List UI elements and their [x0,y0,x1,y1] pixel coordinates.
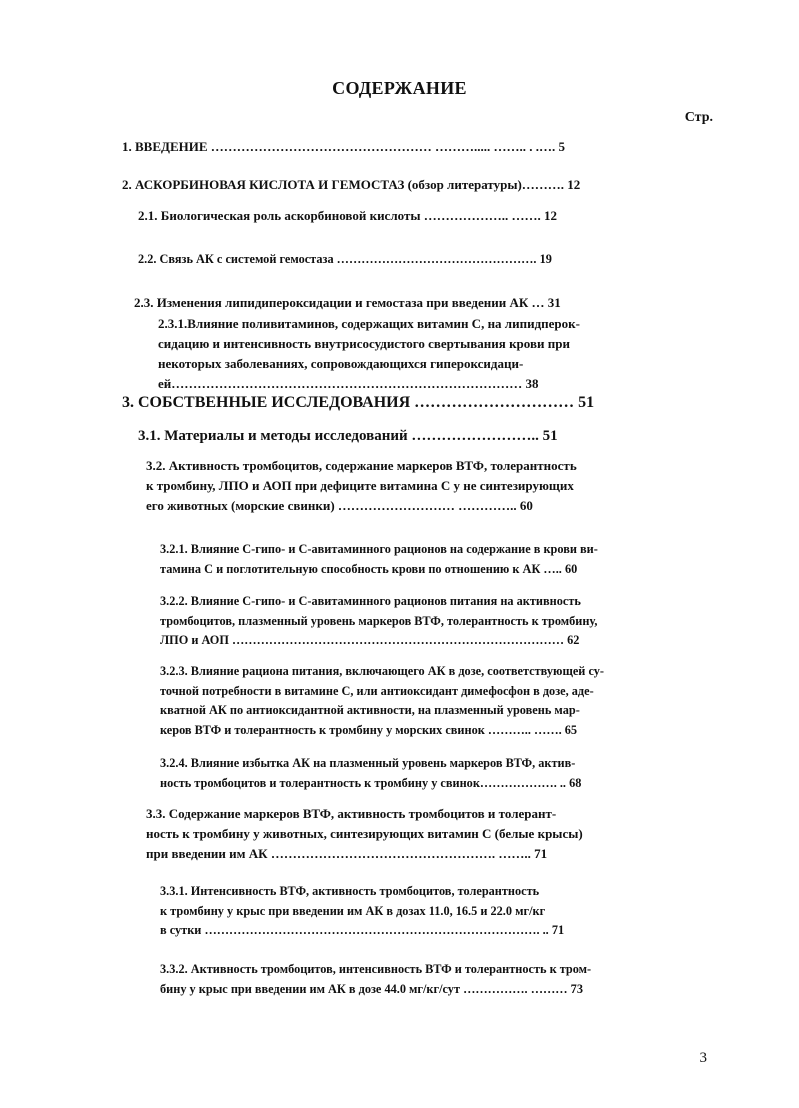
toc-entry-3-2-1 [160,540,740,579]
toc-line: 1. ВВЕДЕНИЕ …………………………………………… ………..... …….. . .…. 5 [122,139,566,154]
toc-line: ЛПО и АОП ……………………………………………………………………… 62 [160,633,580,647]
toc-line: тамина С и поглотительную способность крови по отношению к АК ….. 60 [160,561,578,576]
toc-line: 2.2. Связь АК с системой гемостаза …………………………………………. 19 [138,252,552,266]
toc-entry-2-2 [138,250,708,270]
toc-line: ность к тромбину у животных, синтезирующих витамин С (белые крысы) [146,826,583,841]
toc-entry-introduction [122,137,694,157]
toc-line: ность тромбоцитов и толерантность к тромбину у свинок………………. .. 68 [160,775,582,790]
toc-entry-chapter-2 [122,175,722,195]
toc-line: 2.1. Биологическая роль аскорбиновой кислоты ……………….. ……. 12 [138,208,557,223]
toc-line: 3.2.1. Влияние С-гипо- и С-авитаминного рационов на содержание в крови ви- [160,542,598,556]
toc-line: точной потребности в витамине С, или антиоксидант димефосфон в дозе, аде- [160,683,594,698]
toc-line: 3.2.2. Влияние С-гипо- и С-авитаминного рационов питания на активность [160,594,581,608]
toc-entry-2-1 [138,206,708,226]
page-title: СОДЕРЖАНИЕ [332,78,467,98]
toc-line: 3.3.2. Активность тромбоцитов, интенсивность ВТФ и толерантность к тром- [160,962,592,976]
toc-entry-3-2-2 [160,592,740,651]
toc-line: 2. АСКОРБИНОВАЯ КИСЛОТА И ГЕМОСТАЗ (обзор литературы)………. 12 [122,177,581,192]
toc-entry-3-1 [138,426,718,447]
toc-entry-3-2-3 [160,662,740,740]
toc-line: 3.2.3. Влияние рациона питания, включающего АК в дозе, соответствующей су- [160,664,604,678]
page-column-label: Стр. [684,110,713,125]
toc-line: кватной АК по антиоксидантной активности, на плазменный уровень мар- [160,703,580,717]
toc-entry-3-2 [146,456,736,516]
toc-line: к тромбину у крыс при введении им АК в дозах 11.0, 16.5 и 22.0 мг/кг [160,903,546,918]
toc-line: 3.3. Содержание маркеров ВТФ, активность тромбоцитов и толерант- [146,806,557,821]
toc-line: 3.3.1. Интенсивность ВТФ, активность тромбоцитов, толерантность [160,884,540,898]
toc-line: ей……………………………………………………………………… 38 [158,376,539,391]
toc-entry-3-3-1 [160,882,730,941]
toc-line: при введении им АК ……………………………………………. …….. 71 [146,846,548,861]
toc-entry-3-3-2 [160,960,740,999]
toc-entry-3-2-4 [160,754,740,793]
toc-entry-chapter-3 [122,392,722,414]
toc-entry-2-3 [134,293,714,313]
toc-line: некоторых заболеваниях, сопровождающихся гипероксидаци- [158,356,524,371]
toc-line: к тромбину, ЛПО и АОП при дефиците витамина С у не синтезирующих [146,478,574,493]
toc-line: в сутки ………………………………………………………………………. .. 71 [160,923,565,937]
toc-entry-2-3-1 [158,314,714,394]
page-number: 3 [699,1050,707,1066]
toc-entry-3-3 [146,804,746,864]
toc-line: 3.1. Материалы и методы исследований …………………….. 51 [138,428,558,444]
toc-line: 3.2.4. Влияние избытка АК на плазменный уровень маркеров ВТФ, актив- [160,756,576,770]
toc-line: тромбоцитов, плазменный уровень маркеров ВТФ, толерантность к тромбину, [160,613,598,628]
toc-line: 2.3. Изменения липидипероксидации и гемостаза при введении АК … 31 [134,295,561,310]
toc-line: бину у крыс при введении им АК в дозе 44.0 мг/кг/сут ……………. ……… 73 [160,981,583,996]
toc-line: его животных (морские свинки) ……………………… ………….. 60 [146,498,533,513]
toc-line: керов ВТФ и толерантность к тромбину у морских свинок ……….. ……. 65 [160,722,578,737]
toc-line: 2.3.1.Влияние поливитаминов, содержащих витамин С, на липидперок- [158,316,580,331]
toc-line: 3. СОБСТВЕННЫЕ ИССЛЕДОВАНИЯ ………………………… 51 [122,394,595,411]
toc-line: 3.2. Активность тромбоцитов, содержание маркеров ВТФ, толерантность [146,458,577,473]
toc-line: сидацию и интенсивность внутрисосудистого свертывания крови при [158,336,570,351]
